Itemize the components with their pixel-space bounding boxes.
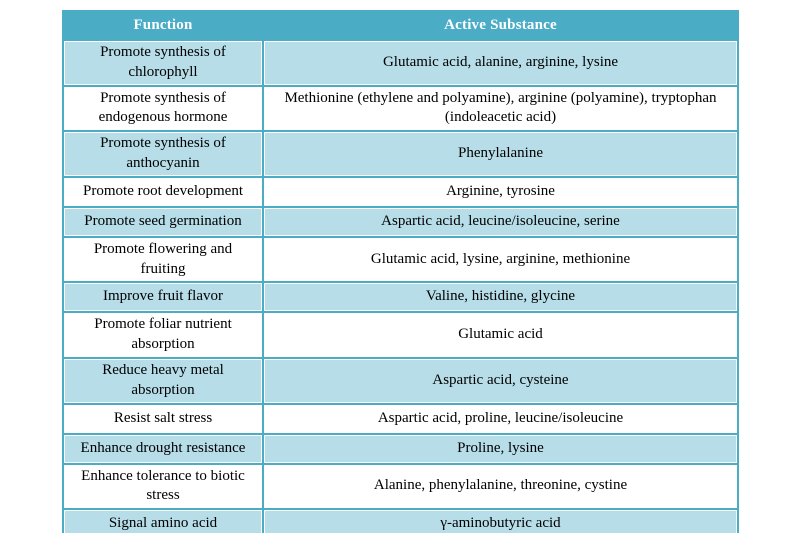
- function-cell: Promote root development: [63, 177, 263, 207]
- function-cell: Promote synthesis of endogenous hormone: [63, 86, 263, 132]
- column-header-active-substance: Active Substance: [263, 11, 738, 40]
- table-row: [63, 177, 738, 207]
- substance-cell: Proline, lysine: [263, 434, 738, 464]
- substance-cell: Glutamic acid, lysine, arginine, methionine: [263, 237, 738, 283]
- substance-cell: Aspartic acid, cysteine: [263, 358, 738, 404]
- table-row: [63, 282, 738, 312]
- table-row: [63, 207, 738, 237]
- function-cell: Reduce heavy metal absorption: [63, 358, 263, 404]
- substance-cell: Glutamic acid, alanine, arginine, lysine: [263, 40, 738, 86]
- function-cell: Enhance tolerance to biotic stress: [63, 464, 263, 510]
- table-row: [63, 358, 738, 404]
- column-header-function: Function: [63, 11, 263, 40]
- table-row: [63, 237, 738, 283]
- function-cell: Signal amino acid: [63, 509, 263, 533]
- table-row: [63, 312, 738, 358]
- function-cell: Promote synthesis of chlorophyll: [63, 40, 263, 86]
- substance-cell: Phenylalanine: [263, 131, 738, 177]
- table-row: [63, 434, 738, 464]
- function-cell: Promote foliar nutrient absorption: [63, 312, 263, 358]
- substance-cell: Methionine (ethylene and polyamine), arginine (polyamine), tryptophan (indoleacetic acid): [263, 86, 738, 132]
- function-cell: Promote seed germination: [63, 207, 263, 237]
- function-cell: Resist salt stress: [63, 404, 263, 434]
- table-row: [63, 86, 738, 132]
- header-row: [63, 11, 738, 40]
- function-cell: Enhance drought resistance: [63, 434, 263, 464]
- amino-acid-function-table: [62, 10, 739, 533]
- substance-cell: Aspartic acid, proline, leucine/isoleucine: [263, 404, 738, 434]
- function-cell: Promote synthesis of anthocyanin: [63, 131, 263, 177]
- function-cell: Promote flowering and fruiting: [63, 237, 263, 283]
- substance-cell: γ-aminobutyric acid: [263, 509, 738, 533]
- table-row: [63, 40, 738, 86]
- table-row: [63, 404, 738, 434]
- substance-cell: Valine, histidine, glycine: [263, 282, 738, 312]
- substance-cell: Aspartic acid, leucine/isoleucine, serine: [263, 207, 738, 237]
- substance-cell: Alanine, phenylalanine, threonine, cystine: [263, 464, 738, 510]
- substance-cell: Glutamic acid: [263, 312, 738, 358]
- substance-cell: Arginine, tyrosine: [263, 177, 738, 207]
- function-cell: Improve fruit flavor: [63, 282, 263, 312]
- table-row: [63, 131, 738, 177]
- table-row: [63, 509, 738, 533]
- table-row: [63, 464, 738, 510]
